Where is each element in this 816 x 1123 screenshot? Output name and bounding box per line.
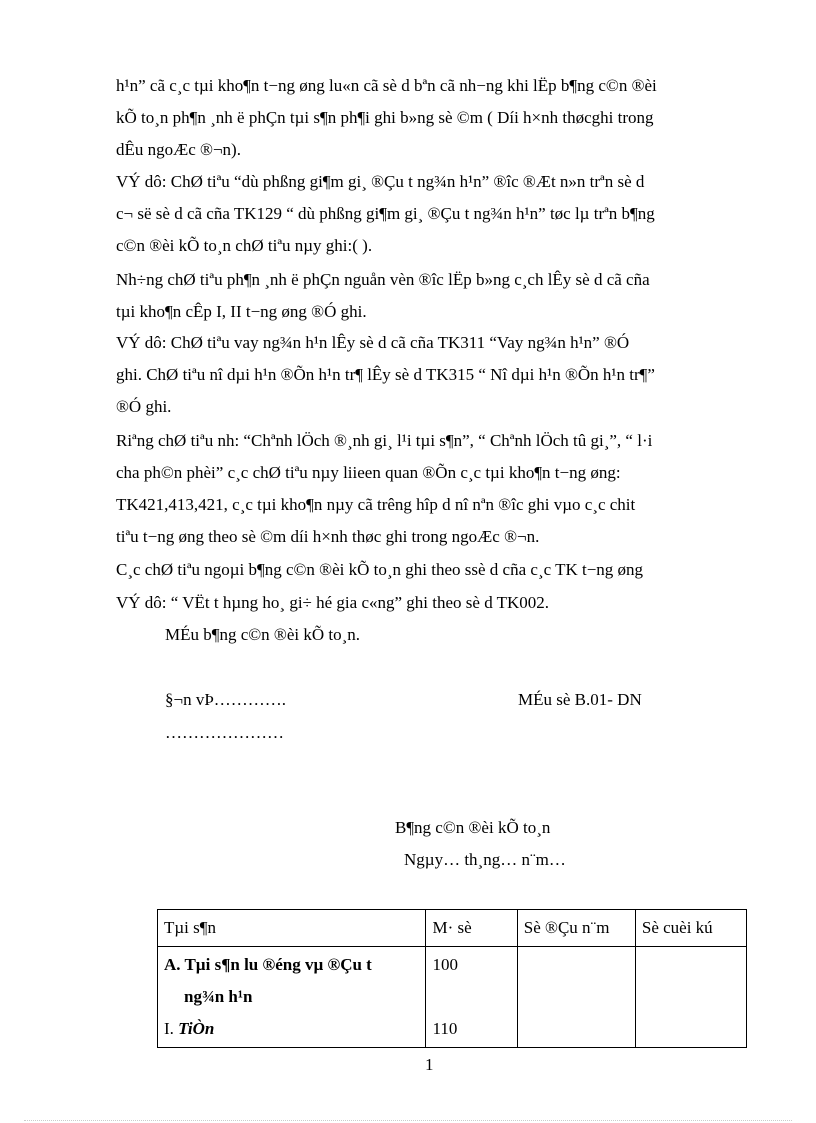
text-line: h¹n” cã c¸c tµi kho¶n t−ng øng lu«n cã sè d bªn cã nh−ng khi lËp b¶ng c©n ®èi <box>116 76 657 95</box>
code-spacer <box>432 981 510 1013</box>
asset-line: ng¾n h¹n <box>184 987 253 1006</box>
paragraph-5 <box>116 425 740 553</box>
header-begin-year: Sè ®Çu n¨m <box>517 910 635 947</box>
row-asset-cell <box>158 947 426 1048</box>
table-date: Ngµy… th¸ng… n¨m… <box>404 850 566 869</box>
text-line: Riªng chØ tiªu nh: “Chªnh lÖch ®¸nh gi¸ l¹i tµi s¶n”, “ Chªnh lÖch tû gi¸”, “ l·i <box>116 431 653 450</box>
text-line: ghi. ChØ tiªu nî dµi h¹n ®Õn h¹n tr¶ lÊy sè d TK315 “ Nî dµi h¹n ®Õn h¹n tr¶” <box>116 365 655 384</box>
header-end-period: Sè cuèi kú <box>635 910 746 947</box>
header-assets: Tµi s¶n <box>158 910 426 947</box>
text-line: VÝ dô: “ VËt t hµng ho¸ gi÷ hé gia c«ng” ghi theo sè d TK002. <box>116 593 550 612</box>
asset-prefix: I. <box>164 1019 179 1038</box>
text-line: cha ph©n phèi” c¸c chØ tiªu nµy liieen quan ®Õn c¸c tµi kho¶n t−ng øng: <box>116 463 621 482</box>
paragraph-3 <box>116 264 740 328</box>
text-line: c©n ®èi kÕ to¸n chØ tiªu nµy ghi:( ). <box>116 236 373 255</box>
text-line: kÕ to¸n ph¶n ¸nh ë phÇn tµi s¶n ph¶i ghi b»ng sè ©m ( Díi h×nh thøcghi trong <box>116 108 654 127</box>
code-value: 110 <box>432 1019 458 1038</box>
paragraph-7 <box>116 587 740 619</box>
text-line: VÝ dô: ChØ tiªu vay ng¾n h¹n lÊy sè d cã cña TK311 “Vay ng¾n h¹n” ®Ó <box>116 333 630 352</box>
form-heading: MÉu b¶ng c©n ®èi kÕ to¸n. <box>165 625 361 644</box>
text-line: c¬ së sè d cã cña TK129 “ dù phßng gi¶m gi¸ ®Çu t ng¾n h¹n” tøc lµ trªn b¶ng <box>116 204 655 223</box>
asset-emph: TiÒn <box>178 1019 215 1038</box>
dots-line: ………………… <box>165 723 284 742</box>
table-header-row <box>158 910 747 947</box>
text-line: ®Ó ghi. <box>116 397 172 416</box>
paragraph-6 <box>116 554 740 586</box>
paragraph-4 <box>116 327 740 423</box>
asset-line: A. Tµi s¶n lu ®éng vµ ®Çu t <box>164 955 372 974</box>
paragraph-2 <box>116 166 740 262</box>
text-line: VÝ dô: ChØ tiªu “dù phßng gi¶m gi¸ ®Çu t ng¾n h¹n” ®îc ®Æt n»n trªn sè d <box>116 172 645 191</box>
text-line: C¸c chØ tiªu ngoµi b¶ng c©n ®èi kÕ to¸n ghi theo ssè d cña c¸c TK t−ng øng <box>116 560 644 579</box>
page-number: 1 <box>425 1055 434 1074</box>
header-code: M· sè <box>426 910 517 947</box>
asset-line <box>164 1013 419 1045</box>
row-end-cell <box>635 947 746 1048</box>
paragraph-1 <box>116 70 740 166</box>
text-line: dÊu ngoÆc ®¬n). <box>116 140 241 159</box>
row-code-cell <box>426 947 517 1048</box>
page-bottom-divider <box>24 1120 792 1121</box>
row-begin-cell <box>517 947 635 1048</box>
text-line: tµi kho¶n cÊp I, II t−ng øng ®Ó ghi. <box>116 302 367 321</box>
code-value: 100 <box>432 955 458 974</box>
text-line: TK421,413,421, c¸c tµi kho¶n nµy cã trêng hîp d nî nªn ®îc ghi vµo c¸c chit <box>116 495 636 514</box>
text-line: tiªu t−ng øng theo sè ©m díi h×nh thøc ghi trong ngoÆc ®¬n. <box>116 527 540 546</box>
balance-sheet-table <box>157 909 747 1048</box>
unit-label: §¬n vÞ…………. <box>165 690 287 709</box>
form-number: MÉu sè B.01- DN <box>518 690 642 709</box>
table-row <box>158 947 747 1048</box>
text-line: Nh÷ng chØ tiªu ph¶n ¸nh ë phÇn nguån vèn ®îc lËp b»ng c¸ch lÊy sè d cã cña <box>116 270 650 289</box>
table-title: B¶ng c©n ®èi kÕ to¸n <box>395 818 551 837</box>
